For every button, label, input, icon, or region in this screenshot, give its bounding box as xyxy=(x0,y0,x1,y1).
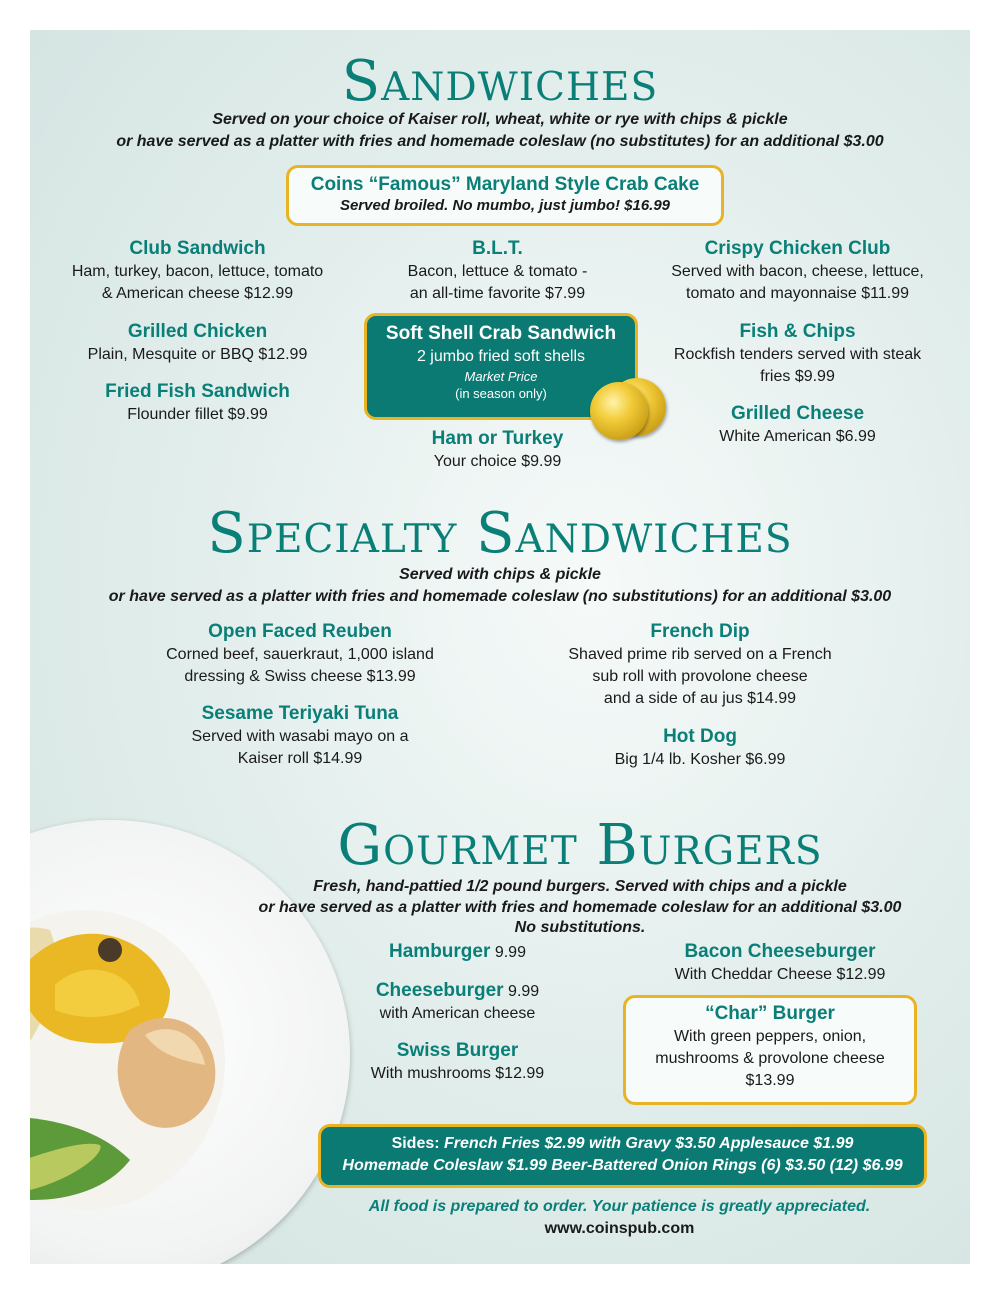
specialty-title: Specialty Sandwiches xyxy=(207,501,793,566)
item-name: Fried Fish Sandwich xyxy=(105,381,290,402)
item-desc: Ham, turkey, bacon, lettuce, tomato xyxy=(71,263,324,280)
sandwiches-title: Sandwiches xyxy=(341,49,659,114)
burgers-title: Gourmet Burgers xyxy=(337,813,823,878)
specialty-subtitle-1: Served with chips & pickle xyxy=(399,566,601,583)
sandwiches-subtitle-1: Served on your choice of Kaiser roll, wheat, white or rye with chips & pickle xyxy=(212,111,788,128)
item-name: B.L.T. xyxy=(472,238,523,259)
item-name: French Dip xyxy=(650,621,750,642)
menu-item-reuben xyxy=(150,620,450,688)
menu-item-french-dip xyxy=(550,620,850,710)
item-desc: Bacon, lettuce & tomato - xyxy=(407,263,588,280)
website-link[interactable]: www.coinspub.com xyxy=(544,1220,695,1237)
item-desc: sub roll with provolone cheese xyxy=(592,668,808,685)
item-desc: Served with bacon, cheese, lettuce, xyxy=(671,263,924,280)
item-name: Grilled Chicken xyxy=(127,321,268,342)
item-desc: With green peppers, onion, xyxy=(673,1028,867,1045)
item-name: Open Faced Reuben xyxy=(208,621,392,642)
specialty-subtitle-2: or have served as a platter with fries and homemade coleslaw (no substitutions) for an additional $3.00 xyxy=(108,588,892,605)
item-name: Club Sandwich xyxy=(129,238,266,259)
item-name: Sesame Teriyaki Tuna xyxy=(201,703,399,724)
sides-line-2: Homemade Coleslaw $1.99 Beer-Battered Onion Rings (6) $3.50 (12) $6.99 xyxy=(342,1157,903,1174)
item-desc: Corned beef, sauerkraut, 1,000 island xyxy=(166,646,434,663)
item-desc: an all-time favorite $7.99 xyxy=(409,285,586,302)
item-desc: Plain, Mesquite or BBQ $12.99 xyxy=(87,346,308,363)
item-desc: With Cheddar Cheese $12.99 xyxy=(674,966,886,983)
menu-item-hamburger xyxy=(315,940,600,964)
item-desc: mushrooms & provolone cheese xyxy=(655,1050,885,1067)
item-name: Bacon Cheeseburger xyxy=(684,941,876,962)
menu-item-bacon-cheeseburger xyxy=(635,940,925,986)
crab-cake-feature-box xyxy=(286,165,724,226)
soft-shell-name: Soft Shell Crab Sandwich xyxy=(385,323,617,344)
menu-item-cheeseburger xyxy=(315,979,600,1025)
footer-note: All food is prepared to order. Your patience is greatly appreciated. xyxy=(368,1198,871,1215)
item-name: Fish & Chips xyxy=(739,321,856,342)
menu-item-fried-fish xyxy=(50,380,345,426)
soft-shell-price: Market Price xyxy=(464,369,538,384)
char-burger-box xyxy=(623,995,917,1105)
item-desc: Rockfish tenders served with steak xyxy=(673,346,922,363)
burgers-subtitle-1: Fresh, hand-pattied 1/2 pound burgers. Served with chips and a pickle xyxy=(313,878,847,895)
item-desc: with American cheese xyxy=(379,1005,536,1022)
item-price: 9.99 xyxy=(508,983,540,1000)
crab-cake-name: Coins “Famous” Maryland Style Crab Cake xyxy=(310,174,700,195)
sides-line-1: French Fries $2.99 with Gravy $3.50 Applesauce $1.99 xyxy=(444,1135,854,1152)
item-desc: White American $6.99 xyxy=(719,428,876,445)
item-name: Ham or Turkey xyxy=(431,428,564,449)
sandwiches-subtitle-2: or have served as a platter with fries and homemade coleslaw (no substitutes) for an additional $3.00 xyxy=(116,133,884,150)
item-desc: Kaiser roll $14.99 xyxy=(237,750,363,767)
item-desc: dressing & Swiss cheese $13.99 xyxy=(184,668,416,685)
item-name: Hamburger xyxy=(389,941,491,962)
soft-shell-desc: 2 jumbo fried soft shells xyxy=(416,348,586,365)
item-desc: and a side of au jus $14.99 xyxy=(603,690,797,707)
item-desc: $13.99 xyxy=(745,1072,795,1089)
crab-cake-desc: Served broiled. No mumbo, just jumbo! $16.99 xyxy=(339,197,671,214)
menu-page xyxy=(30,30,970,1264)
sides-box xyxy=(318,1124,927,1188)
item-desc: & American cheese $12.99 xyxy=(101,285,294,302)
burgers-subtitle-3: No substitutions. xyxy=(514,919,646,936)
item-name: Hot Dog xyxy=(663,726,737,747)
menu-item-swiss-burger xyxy=(315,1039,600,1085)
item-desc: Flounder fillet $9.99 xyxy=(127,406,268,423)
item-desc: With mushrooms $12.99 xyxy=(370,1065,545,1082)
menu-item-hot-dog xyxy=(550,725,850,771)
item-name: Crispy Chicken Club xyxy=(704,238,891,259)
item-desc: Your choice $9.99 xyxy=(433,453,562,470)
menu-item-club-sandwich xyxy=(50,237,345,305)
item-name: “Char” Burger xyxy=(705,1003,835,1024)
item-name: Swiss Burger xyxy=(396,1040,519,1061)
menu-item-grilled-cheese xyxy=(650,402,945,448)
item-desc: Big 1/4 lb. Kosher $6.99 xyxy=(614,751,786,768)
menu-item-teriyaki-tuna xyxy=(150,702,450,770)
item-desc: fries $9.99 xyxy=(760,368,835,385)
item-price: 9.99 xyxy=(494,944,526,961)
menu-item-grilled-chicken xyxy=(50,320,345,366)
item-name: Grilled Cheese xyxy=(730,403,865,424)
item-desc: Served with wasabi mayo on a xyxy=(191,728,409,745)
menu-item-blt xyxy=(350,237,645,305)
item-desc: tomato and mayonnaise $11.99 xyxy=(686,285,909,302)
menu-item-fish-chips xyxy=(650,320,945,388)
burgers-subtitle-2: or have served as a platter with fries and homemade coleslaw for an additional $3.00 xyxy=(258,899,902,916)
menu-item-crispy-chicken-club xyxy=(650,237,945,305)
item-desc: Shaved prime rib served on a French xyxy=(568,646,832,663)
item-name: Cheeseburger xyxy=(375,980,504,1001)
soft-shell-note: (in season only) xyxy=(455,386,547,401)
menu-item-ham-turkey xyxy=(350,427,645,473)
sides-label: Sides: xyxy=(391,1135,440,1152)
